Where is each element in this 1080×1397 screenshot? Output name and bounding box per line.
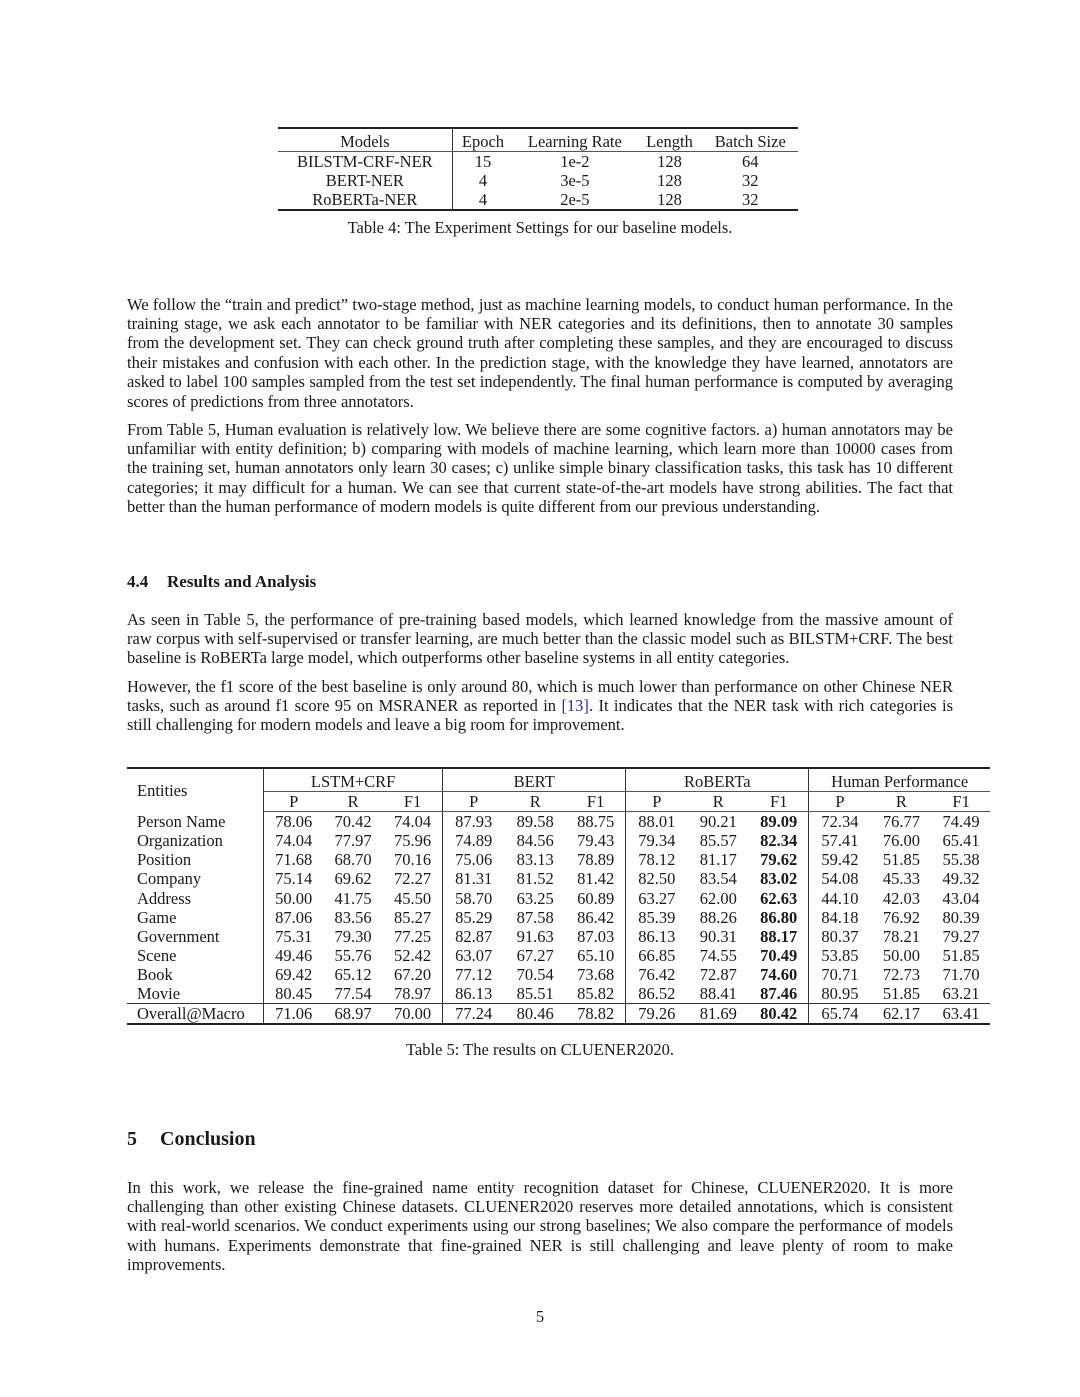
cell-learning-rate: 2e-5 xyxy=(560,190,590,209)
cell-value: 78.82 xyxy=(566,1004,626,1025)
cell-value xyxy=(749,927,809,946)
cell-value: 77.97 xyxy=(334,831,372,851)
cell-epoch: 4 xyxy=(478,171,488,190)
cell-value: 76.92 xyxy=(882,907,920,927)
cell-value: 77.12 xyxy=(455,964,493,984)
cell-value: 76.42 xyxy=(638,964,676,984)
cell-value: 78.12 xyxy=(638,850,676,870)
cell-value xyxy=(749,889,809,908)
cell-value: 55.76 xyxy=(334,945,372,965)
cell-value: 63.21 xyxy=(942,984,980,1004)
col-header-r: R xyxy=(323,792,383,812)
col-header-r: R xyxy=(687,792,749,812)
col-header-f1: F1 xyxy=(749,792,809,812)
best-score: 83.02 xyxy=(760,869,798,889)
cell-epoch: 4 xyxy=(478,190,488,209)
cell-value xyxy=(749,831,809,850)
table-4 xyxy=(278,127,798,211)
citation-link-13[interactable]: [13] xyxy=(561,695,589,715)
cell-value: 63.07 xyxy=(455,945,493,965)
section-title: Conclusion xyxy=(160,1128,256,1150)
best-score: 74.60 xyxy=(760,964,798,984)
cell-value: 62.00 xyxy=(699,888,737,908)
best-score: 62.63 xyxy=(760,888,798,908)
cell-value: 51.85 xyxy=(882,984,920,1004)
table-row xyxy=(127,946,990,965)
cell-value: 87.03 xyxy=(566,927,626,946)
cell-entity: Game xyxy=(127,908,264,927)
cell-value: 44.10 xyxy=(821,888,859,908)
col-header-r: R xyxy=(504,792,566,812)
cell-value: 68.97 xyxy=(323,1004,383,1025)
table-5 xyxy=(127,767,990,1025)
cell-batch-size: 32 xyxy=(742,190,759,209)
cell-value: 66.85 xyxy=(638,945,676,965)
cell-value: 89.58 xyxy=(516,812,554,832)
best-score: 88.17 xyxy=(760,926,798,946)
cell-value: 85.39 xyxy=(638,907,676,927)
section-title: Results and Analysis xyxy=(167,572,317,591)
paragraph-conclusion: In this work, we release the fine-grained name entity recognition dataset for Chinese, CLUENER2020. It is more challenging than other existing Chinese datasets. CLUENER2020 reserves more detailed annotations, which is consistent with real-world scenarios. We conduct experiments using our strong baselines; We also compare the performance of models with humans. Experiments demonstrate that fine-grained NER is still challenging and leave plenty of room to make improvements. xyxy=(127,1177,953,1275)
cell-value: 85.51 xyxy=(516,984,554,1004)
cell-length: 128 xyxy=(657,171,682,190)
cell-value: 77.25 xyxy=(383,927,443,946)
best-score: 87.46 xyxy=(760,984,798,1004)
cell-value: 75.14 xyxy=(275,869,313,889)
cell-entity: Scene xyxy=(127,946,264,965)
table-row xyxy=(127,889,990,908)
table-row xyxy=(127,812,990,832)
cell-value: 79.30 xyxy=(334,926,372,946)
col-header-entities: Entities xyxy=(127,768,264,812)
cell-value: 79.26 xyxy=(626,1004,688,1025)
col-header-r: R xyxy=(871,792,933,812)
cell-value: 75.06 xyxy=(455,850,493,870)
cell-value: 80.45 xyxy=(275,984,313,1004)
cell-value: 81.69 xyxy=(687,1004,749,1025)
cell-value: 43.04 xyxy=(942,888,980,908)
table-row xyxy=(278,152,798,172)
cell-value: 53.85 xyxy=(821,945,859,965)
overall-row xyxy=(127,1004,990,1025)
cell-value: 86.42 xyxy=(566,908,626,927)
paragraph-human-evaluation: From Table 5, Human evaluation is relatively low. We believe there are some cognitive factors. a) human annotators may be unfamiliar with entity definition; b) comparing with models of machine learning, which learn more than 10000 cases from the training set, human annotators only learn 30 cases; c) unlike simple binary classification tasks, this task has 10 different categories; it may difficult for a human. We can see that current state-of-the-art models have strong abilities. The fact that better than the human performance of modern models is quite different from our previous understanding. xyxy=(127,419,953,517)
results-table-body xyxy=(127,812,990,1025)
cell-entity: Company xyxy=(127,869,264,888)
cell-value xyxy=(749,984,809,1004)
table-5-caption: Table 5: The results on CLUENER2020. xyxy=(405,1040,674,1059)
group-header-human: Human Performance xyxy=(809,768,990,792)
cell-value: 79.43 xyxy=(566,831,626,850)
cell-value: 45.33 xyxy=(882,869,920,889)
cell-value: 85.29 xyxy=(455,907,493,927)
cell-value: 82.87 xyxy=(455,926,493,946)
cell-model: BILSTM-CRF-NER xyxy=(278,152,452,172)
cell-value: 79.27 xyxy=(942,926,980,946)
cell-value: 85.82 xyxy=(566,984,626,1004)
col-header-f1: F1 xyxy=(932,792,990,812)
cell-value: 88.75 xyxy=(566,812,626,832)
cell-value: 69.42 xyxy=(275,964,313,984)
cell-value: 65.10 xyxy=(566,946,626,965)
paragraph-results-2 xyxy=(127,677,953,735)
results-2-text-end: . It indicates that the NER task with rich categories is still challenging for modern models and leave a big room for improvement. xyxy=(127,695,953,735)
cell-value: 57.41 xyxy=(821,831,859,851)
group-header-bert: BERT xyxy=(443,768,626,792)
cell-value: 59.42 xyxy=(821,850,859,870)
cell-value xyxy=(749,812,809,832)
cell-model: BERT-NER xyxy=(278,171,452,190)
cell-value: 90.31 xyxy=(699,926,737,946)
cell-value: 71.70 xyxy=(942,964,980,984)
cell-entity: Address xyxy=(127,889,264,908)
table-row xyxy=(278,190,798,210)
cell-value: 78.06 xyxy=(275,812,313,832)
cell-entity: Overall@Macro xyxy=(127,1004,264,1025)
cell-batch-size: 64 xyxy=(742,152,759,171)
paragraph-human-method: We follow the “train and predict” two-stage method, just as machine learning models, to conduct human performance. In the training stage, we ask each annotator to be familiar with NER categories and its definitions, then to annotate 30 samples from the development set. They can check ground truth after completing these samples, and they are encouraged to discuss their mistakes and confusion with each other. In the prediction stage, with the knowledge they have learned, annotators are asked to label 100 samples sampled from the test set independently. The final human performance is computed by averaging scores of predictions from three annotators. xyxy=(127,294,953,411)
cell-entity: Organization xyxy=(127,831,264,850)
cell-value xyxy=(749,1004,809,1025)
cell-value: 80.95 xyxy=(821,984,859,1004)
results-2-text: However, the f1 score of the best baseline is only around 80, which is much lower than performance on other Chinese NER tasks, such as around f1 score 95 on MSRANER as reported in xyxy=(127,676,953,715)
section-number: 4.4 xyxy=(127,572,149,591)
cell-value: 70.54 xyxy=(516,964,554,984)
cell-value: 71.06 xyxy=(264,1004,324,1025)
col-header-p: P xyxy=(626,792,688,812)
col-header-f1: F1 xyxy=(566,792,626,812)
col-header-epoch: Epoch xyxy=(452,128,513,152)
cell-value: 77.54 xyxy=(334,984,372,1004)
group-header-roberta: RoBERTa xyxy=(626,768,809,792)
cell-value: 72.73 xyxy=(882,964,920,984)
cell-value: 81.31 xyxy=(455,869,493,889)
cell-value: 55.38 xyxy=(942,850,980,870)
table-4-caption: Table 4: The Experiment Settings for our baseline models. xyxy=(347,218,733,237)
cell-value: 73.68 xyxy=(566,965,626,984)
section-number: 5 xyxy=(127,1128,137,1150)
cell-value: 84.56 xyxy=(516,831,554,851)
cell-value: 72.27 xyxy=(383,869,443,888)
cell-value: 49.46 xyxy=(275,945,313,965)
cell-value: 72.34 xyxy=(821,812,859,832)
cell-value: 70.00 xyxy=(383,1004,443,1025)
cell-value: 90.21 xyxy=(699,812,737,832)
cell-value xyxy=(749,946,809,965)
cell-value: 41.75 xyxy=(334,888,372,908)
cell-value: 51.85 xyxy=(882,850,920,870)
col-header-learning-rate: Learning Rate xyxy=(513,128,636,152)
table-header-row xyxy=(278,128,798,152)
cell-value: 70.71 xyxy=(821,964,859,984)
cell-value: 86.13 xyxy=(455,984,493,1004)
results-table xyxy=(127,767,990,1025)
table-row xyxy=(127,927,990,946)
col-header-p: P xyxy=(809,792,871,812)
cell-value: 81.17 xyxy=(699,850,737,870)
table-row xyxy=(127,869,990,888)
cell-length: 128 xyxy=(657,152,682,171)
cell-learning-rate: 1e-2 xyxy=(560,152,590,171)
cell-value: 80.39 xyxy=(942,907,980,927)
cell-value: 86.52 xyxy=(638,984,676,1004)
cell-value: 69.62 xyxy=(334,869,372,889)
cell-value: 75.96 xyxy=(383,831,443,850)
cell-entity: Government xyxy=(127,927,264,946)
cell-value: 71.68 xyxy=(275,850,313,870)
cell-value: 77.24 xyxy=(443,1004,505,1025)
table-row xyxy=(127,831,990,850)
cell-entity: Book xyxy=(127,965,264,984)
group-header-lstm-crf: LSTM+CRF xyxy=(264,768,443,792)
cell-value xyxy=(749,908,809,927)
cell-value: 83.13 xyxy=(516,850,554,870)
cell-value xyxy=(749,965,809,984)
table-row xyxy=(278,171,798,190)
table-row xyxy=(127,984,990,1004)
cell-value: 81.42 xyxy=(566,869,626,888)
col-header-p: P xyxy=(264,792,324,812)
cell-value: 88.01 xyxy=(638,812,676,832)
table-row xyxy=(127,850,990,869)
cell-value: 84.18 xyxy=(821,907,859,927)
cell-value: 74.04 xyxy=(275,831,313,851)
cell-value: 70.42 xyxy=(334,812,372,832)
cell-value: 75.31 xyxy=(275,926,313,946)
cell-value: 86.13 xyxy=(638,926,676,946)
col-header-batch-size: Batch Size xyxy=(703,128,798,152)
paragraph-results-1: As seen in Table 5, the performance of pre-training based models, which learned knowledge from the massive amount of raw corpus with self-supervised or transfer learning, are much better than the classic model such as BILSTM+CRF. The best baseline is RoBERTa large model, which outperforms other baseline systems in all entity categories. xyxy=(127,609,953,668)
cell-length: 128 xyxy=(657,190,682,209)
cell-value: 82.50 xyxy=(638,869,676,889)
cell-value: 60.89 xyxy=(566,889,626,908)
cell-value: 80.37 xyxy=(821,926,859,946)
cell-value: 70.16 xyxy=(383,850,443,869)
cell-value: 76.00 xyxy=(882,831,920,851)
cell-value: 63.41 xyxy=(932,1004,990,1025)
page-number: 5 xyxy=(535,1307,545,1326)
cell-value: 83.56 xyxy=(334,907,372,927)
cell-value: 87.06 xyxy=(275,907,313,927)
cell-value: 67.27 xyxy=(516,945,554,965)
cell-learning-rate: 3e-5 xyxy=(560,171,590,190)
cell-value: 50.00 xyxy=(275,888,313,908)
cell-value: 58.70 xyxy=(455,888,493,908)
col-header-length: Length xyxy=(636,128,702,152)
cell-value: 85.57 xyxy=(699,831,737,851)
cell-value: 88.41 xyxy=(699,984,737,1004)
cell-value: 80.46 xyxy=(504,1004,566,1025)
cell-value: 42.03 xyxy=(882,888,920,908)
cell-value: 65.41 xyxy=(942,831,980,851)
table-row xyxy=(127,965,990,984)
best-score: 89.09 xyxy=(760,812,798,832)
cell-value: 85.27 xyxy=(383,908,443,927)
group-header-row xyxy=(127,768,990,792)
best-score: 82.34 xyxy=(760,831,798,851)
cell-value xyxy=(749,850,809,869)
cell-value: 74.89 xyxy=(455,831,493,851)
table-row xyxy=(127,908,990,927)
cell-value: 74.49 xyxy=(942,812,980,832)
cell-value: 67.20 xyxy=(383,965,443,984)
cell-value: 45.50 xyxy=(383,889,443,908)
experiment-settings-table xyxy=(278,127,798,211)
cell-value: 76.77 xyxy=(882,812,920,832)
cell-value: 91.63 xyxy=(516,926,554,946)
cell-entity: Position xyxy=(127,850,264,869)
col-header-models: Models xyxy=(278,128,452,152)
cell-value: 65.74 xyxy=(809,1004,871,1025)
cell-value: 87.93 xyxy=(455,812,493,832)
cell-model: RoBERTa-NER xyxy=(278,190,452,210)
cell-value: 54.08 xyxy=(821,869,859,889)
cell-value: 74.04 xyxy=(383,812,443,832)
cell-value: 81.52 xyxy=(516,869,554,889)
cell-value: 78.97 xyxy=(383,984,443,1004)
best-score: 79.62 xyxy=(760,850,798,870)
col-header-f1: F1 xyxy=(383,792,443,812)
cell-value: 79.34 xyxy=(638,831,676,851)
col-header-p: P xyxy=(443,792,505,812)
cell-value: 63.27 xyxy=(638,888,676,908)
cell-value: 88.26 xyxy=(699,907,737,927)
cell-value: 62.17 xyxy=(871,1004,933,1025)
cell-value xyxy=(749,869,809,888)
cell-entity: Person Name xyxy=(127,812,264,832)
cell-value: 78.21 xyxy=(882,926,920,946)
cell-value: 51.85 xyxy=(942,945,980,965)
cell-value: 72.87 xyxy=(699,964,737,984)
cell-value: 74.55 xyxy=(699,945,737,965)
best-score: 70.49 xyxy=(760,945,798,965)
cell-value: 87.58 xyxy=(516,907,554,927)
best-score: 80.42 xyxy=(760,1004,798,1024)
section-heading-conclusion xyxy=(127,1128,256,1151)
cell-value: 83.54 xyxy=(699,869,737,889)
cell-value: 65.12 xyxy=(334,964,372,984)
best-score: 86.80 xyxy=(760,907,798,927)
cell-epoch: 15 xyxy=(474,152,492,171)
cell-value: 52.42 xyxy=(383,946,443,965)
cell-value: 49.32 xyxy=(942,869,980,889)
section-heading-results xyxy=(127,572,316,592)
cell-batch-size: 32 xyxy=(742,171,759,190)
cell-value: 78.89 xyxy=(566,850,626,869)
cell-value: 63.25 xyxy=(516,888,554,908)
cell-value: 68.70 xyxy=(334,850,372,870)
cell-value: 50.00 xyxy=(882,945,920,965)
cell-entity: Movie xyxy=(127,984,264,1004)
